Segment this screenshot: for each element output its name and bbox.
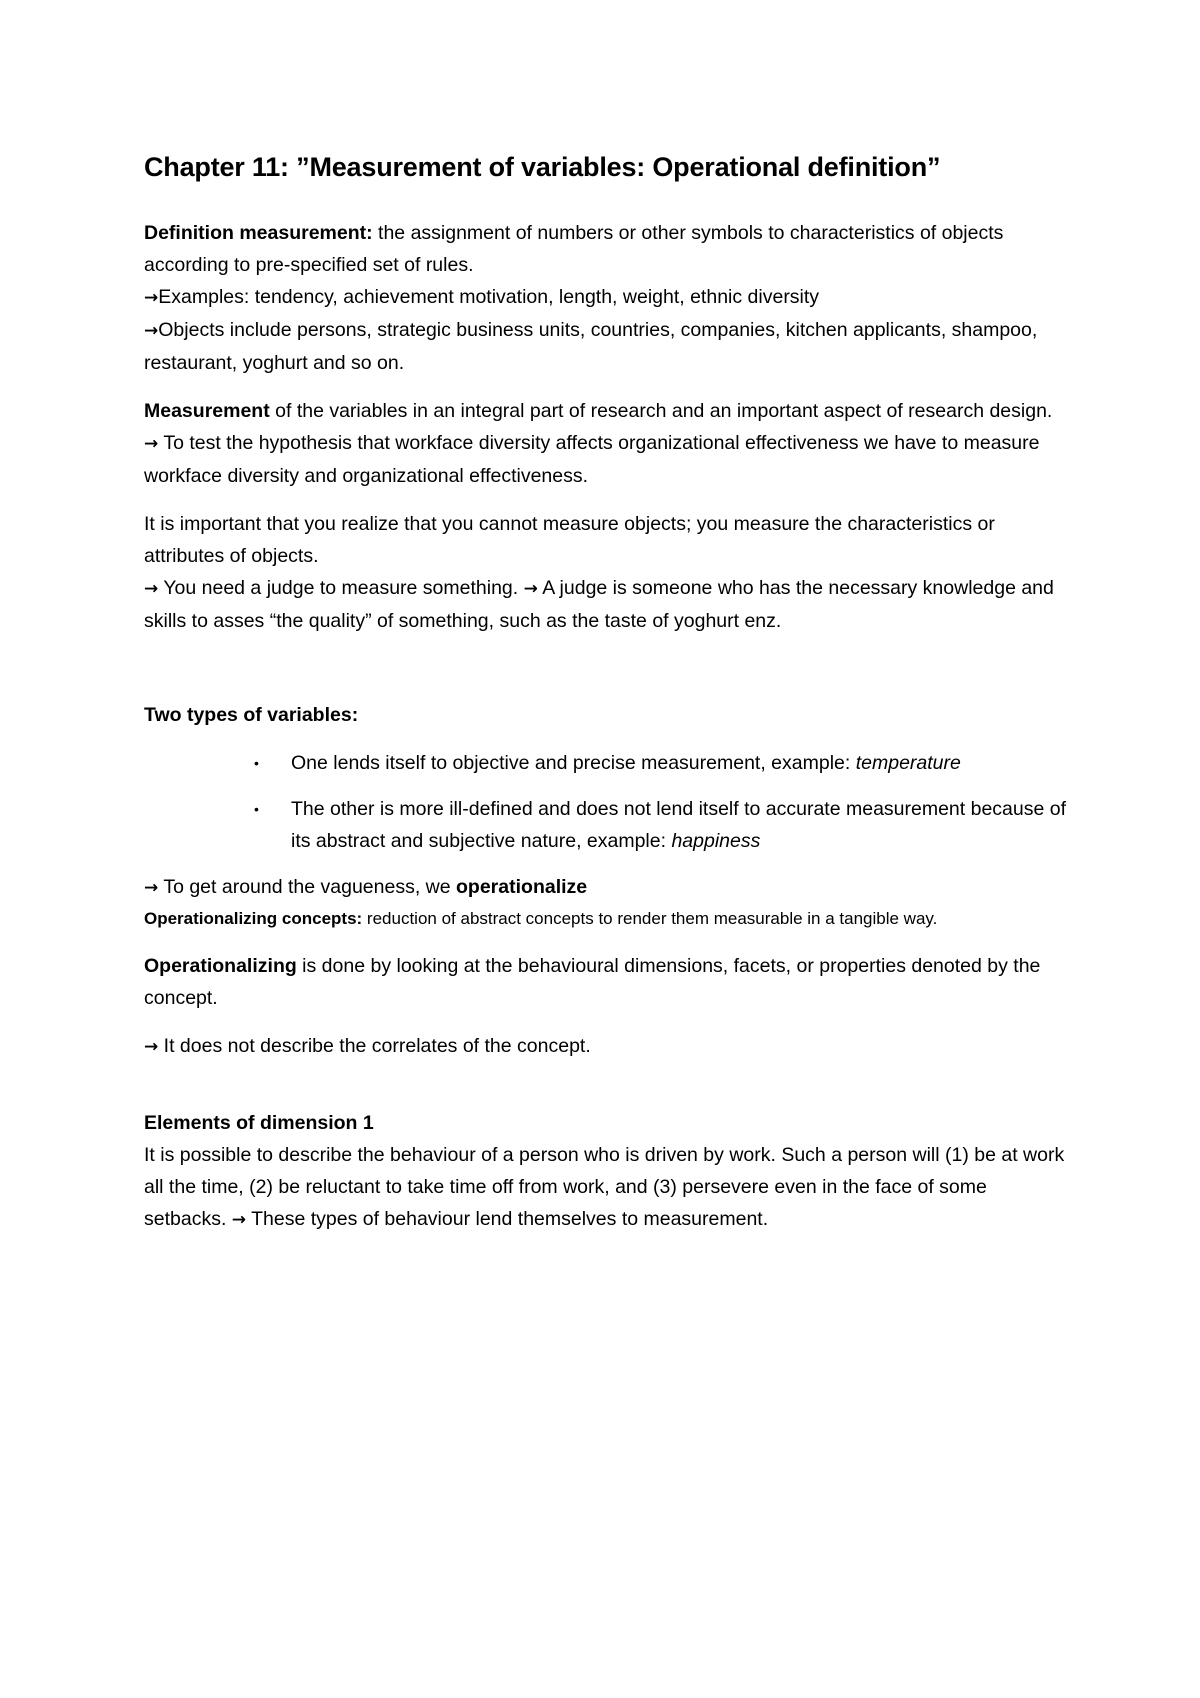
- measurement-text: of the variables in an integral part of research and an important aspect of research design.: [269, 400, 1053, 422]
- objects-text: Objects include persons, strategic business units, countries, companies, kitchen applicants, shampoo, restaurant, yoghurt and so on.: [144, 319, 1038, 374]
- definition-paragraph: [144, 217, 1074, 281]
- operationalizing-term: Operationalizing: [144, 955, 297, 977]
- hypothesis-text: To test the hypothesis that workface diversity affects organizational effectiveness we have to measure workface diversity and organizational effectiveness.: [144, 432, 1040, 487]
- arrow-icon: →: [144, 288, 159, 308]
- hypothesis-line: [144, 427, 1074, 492]
- operationalizing-paragraph: [144, 950, 1074, 1014]
- concepts-text: reduction of abstract concepts to render them measurable in a tangible way.: [362, 909, 938, 928]
- bullet-icon: •: [254, 801, 259, 817]
- variable-types-list: [144, 747, 1074, 857]
- bullet-example: temperature: [855, 752, 961, 774]
- arrow-icon: →: [523, 579, 538, 599]
- chapter-title: Chapter 11: ”Measurement of variables: Operational definition”: [144, 152, 941, 182]
- operationalize-term: operationalize: [456, 876, 588, 898]
- document-body: [144, 147, 1074, 1236]
- judge-text-1: You need a judge to measure something.: [158, 577, 524, 599]
- operationalizing-text: is done by looking at the behavioural dimensions, facets, or properties denoted by the concept.: [144, 955, 1041, 1009]
- examples-line: [144, 281, 1074, 314]
- correlates-text: It does not describe the correlates of the concept.: [158, 1035, 591, 1057]
- definition-text: the assignment of numbers or other symbols to characteristics of objects according to pre-specified set of rules.: [144, 222, 1004, 276]
- list-item: [254, 747, 1074, 779]
- elements-heading: Elements of dimension 1: [144, 1112, 374, 1134]
- vagueness-line: [144, 871, 1074, 904]
- arrow-icon: →: [144, 579, 159, 599]
- arrow-icon: →: [144, 878, 159, 898]
- examples-text: Examples: tendency, achievement motivation, length, weight, ethnic diversity: [158, 286, 820, 308]
- concepts-term: Operationalizing concepts:: [144, 909, 363, 928]
- objects-line: [144, 314, 1074, 379]
- elements-paragraph: [144, 1139, 1074, 1236]
- bullet-text: The other is more ill-defined and does not lend itself to accurate measurement because of its abstract and subjective nature, example:: [291, 798, 1067, 852]
- vagueness-text: To get around the vagueness, we: [158, 876, 457, 898]
- arrow-icon: →: [144, 434, 159, 454]
- elements-text: It is possible to describe the behaviour of a person who is driven by work. Such a person will (1) be at work all the time, (2) be reluctant to take time off from work, and (3) persevere even in the face of some setbacks.: [144, 1144, 1065, 1230]
- judge-line: [144, 572, 1074, 637]
- list-item: [254, 793, 1074, 857]
- measurement-paragraph: [144, 395, 1074, 427]
- arrow-icon: →: [144, 1037, 159, 1057]
- judge-text-2: A judge is someone who has the necessary knowledge and skills to asses “the quality” of something, such as the taste of yoghurt enz.: [144, 577, 1054, 632]
- concepts-paragraph: [144, 904, 1074, 934]
- measurement-term: Measurement: [144, 400, 270, 422]
- arrow-icon: →: [144, 321, 159, 341]
- bullet-text: One lends itself to objective and precise measurement, example:: [291, 752, 856, 774]
- variable-types-heading: Two types of variables:: [144, 704, 359, 726]
- bullet-icon: •: [254, 755, 259, 771]
- important-paragraph: It is important that you realize that you cannot measure objects; you measure the characteristics or attributes of objects.: [144, 513, 995, 567]
- bullet-example: happiness: [671, 830, 761, 852]
- elements-arrow-text: These types of behaviour lend themselves to measurement.: [246, 1208, 769, 1230]
- correlates-line: [144, 1030, 1074, 1063]
- definition-term: Definition measurement:: [144, 222, 373, 244]
- arrow-icon: →: [231, 1210, 247, 1230]
